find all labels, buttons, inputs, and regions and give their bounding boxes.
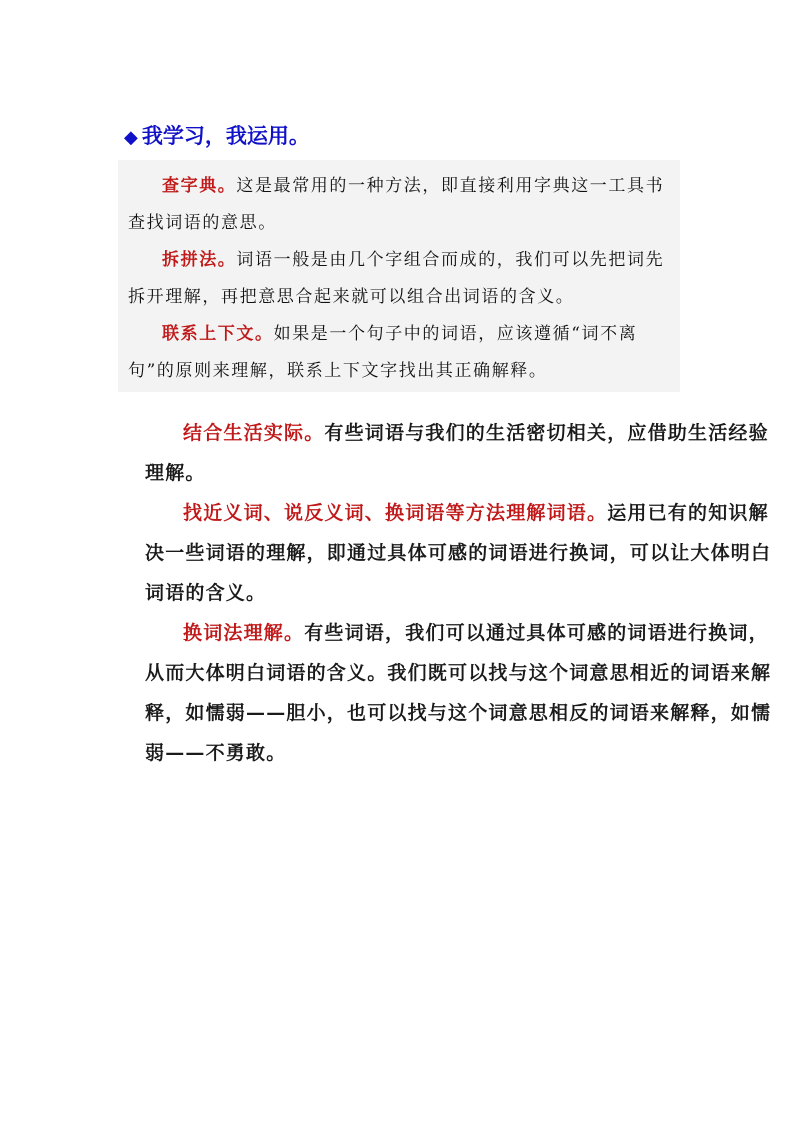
term-replace: 换词法理解。 — [183, 622, 305, 644]
term-context: 联系上下文。 — [162, 324, 274, 344]
paragraph-split — [118, 242, 680, 316]
paragraph-replace — [145, 613, 785, 773]
term-split: 拆拼法。 — [162, 250, 237, 270]
text-dictionary: 这是最常用的一种方法，即直接利用字典这一工具书查找词语的意思。 — [128, 176, 665, 233]
text-replace: 有些词语，我们可以通过具体可感的词语进行换词，从而大体明白词语的含义。我们既可以找与这个词意思相近的词语来解释，如懦弱——胆小，也可以找与这个词意思相反的词语来解释，如懦弱——不勇敢。 — [145, 622, 772, 764]
term-dictionary: 查字典。 — [162, 176, 237, 196]
text-synonym: 运用已有的知识解决一些词语的理解，即通过具体可感的词语进行换词，可以让大体明白词语的含义。 — [145, 502, 772, 604]
paragraph-life — [145, 413, 785, 493]
term-life: 结合生活实际。 — [183, 422, 325, 444]
section-heading-text: 我学习，我运用。 — [141, 124, 310, 148]
methods-box — [118, 160, 680, 392]
text-split: 词语一般是由几个字组合而成的，我们可以先把词先拆开理解，再把意思合起来就可以组合出词语的含义。 — [128, 250, 665, 307]
text-context: 如果是一个句子中的词语，应该遵循“词不离句”的原则来理解，联系上下文字找出其正确解释。 — [128, 324, 638, 381]
diamond-bullet-icon: ◆ — [124, 127, 138, 148]
text-life: 有些词语与我们的生活密切相关，应借助生活经验理解。 — [145, 422, 769, 484]
paragraph-synonym — [145, 493, 785, 613]
paragraph-dictionary — [118, 168, 680, 242]
section-heading — [124, 122, 310, 152]
term-synonym: 找近义词、说反义词、换词语等方法理解词语。 — [183, 502, 608, 524]
paragraph-context — [118, 316, 680, 390]
